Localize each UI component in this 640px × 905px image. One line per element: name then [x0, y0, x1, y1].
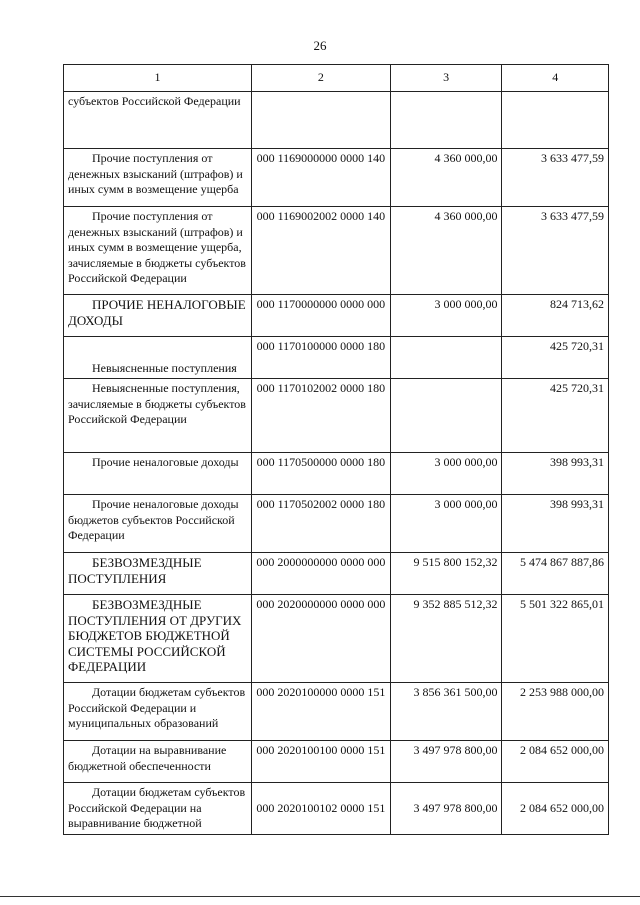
row-value-3: 3 000 000,00 — [390, 295, 502, 337]
row-code: 000 1170102002 0000 180 — [251, 379, 390, 453]
page-bottom-edge — [0, 896, 640, 897]
row-code: 000 2020100100 0000 151 — [251, 741, 390, 783]
row-name: субъектов Российской Федерации — [64, 92, 252, 149]
row-name: Дотации на выравнивание бюджетной обеспеченности — [64, 741, 252, 783]
column-header-3: 3 — [390, 65, 502, 92]
row-value-4: 824 713,62 — [502, 295, 609, 337]
row-value-4: 3 633 477,59 — [502, 207, 609, 295]
row-value-3: 3 000 000,00 — [390, 495, 502, 553]
row-value-4 — [502, 92, 609, 149]
row-code: 000 1170500000 0000 180 — [251, 453, 390, 495]
page-number: 26 — [313, 38, 327, 53]
row-name: Дотации бюджетам субъектов Российской Федерации и муниципальных образований — [64, 683, 252, 741]
row-name: Невыясненные поступления, зачисляемые в бюджеты субъектов Российской Федерации — [64, 379, 252, 453]
row-code: 000 2000000000 0000 000 — [251, 553, 390, 595]
row-value-3: 9 352 885 512,32 — [390, 595, 502, 683]
row-name: Дотации бюджетам субъектов Российской Федерации на выравнивание бюджетной — [64, 783, 252, 835]
table-row — [64, 295, 609, 337]
table-row — [64, 149, 609, 207]
row-value-4: 425 720,31 — [502, 337, 609, 379]
row-name: Прочие поступления от денежных взысканий (штрафов) и иных сумм в возмещение ущерба — [64, 149, 252, 207]
column-header-2: 2 — [251, 65, 390, 92]
table-row — [64, 453, 609, 495]
row-name: Прочие неналоговые доходы бюджетов субъектов Российской Федерации — [64, 495, 252, 553]
table-row — [64, 783, 609, 835]
row-code: 000 1170000000 0000 000 — [251, 295, 390, 337]
row-name: Прочие поступления от денежных взысканий (штрафов) и иных сумм в возмещение ущерба, зачисляемые в бюджеты субъектов Российской Федерации — [64, 207, 252, 295]
row-value-4: 5 501 322 865,01 — [502, 595, 609, 683]
row-code: 000 2020000000 0000 000 — [251, 595, 390, 683]
table-row — [64, 553, 609, 595]
row-code: 000 1170502002 0000 180 — [251, 495, 390, 553]
table-row — [64, 92, 609, 149]
row-value-4: 3 633 477,59 — [502, 149, 609, 207]
table-row — [64, 495, 609, 553]
row-name: БЕЗВОЗМЕЗДНЫЕ ПОСТУПЛЕНИЯ ОТ ДРУГИХ БЮДЖЕТОВ БЮДЖЕТНОЙ СИСТЕМЫ РОССИЙСКОЙ ФЕДЕРАЦИИ — [64, 595, 252, 683]
table-row — [64, 207, 609, 295]
table-row — [64, 337, 609, 379]
row-name: Прочие неналоговые доходы — [64, 453, 252, 495]
row-name: Невыясненные поступления — [64, 337, 252, 379]
row-value-3 — [390, 337, 502, 379]
row-value-4: 2 253 988 000,00 — [502, 683, 609, 741]
table-row — [64, 741, 609, 783]
row-code — [251, 92, 390, 149]
column-header-4: 4 — [502, 65, 609, 92]
row-code: 000 1169000000 0000 140 — [251, 149, 390, 207]
row-value-4: 398 993,31 — [502, 453, 609, 495]
row-value-3: 4 360 000,00 — [390, 149, 502, 207]
table-header-row — [64, 65, 609, 92]
row-value-4: 2 084 652 000,00 — [502, 783, 609, 835]
row-code: 000 2020100102 0000 151 — [251, 783, 390, 835]
row-value-4: 5 474 867 887,86 — [502, 553, 609, 595]
row-value-4: 425 720,31 — [502, 379, 609, 453]
row-code: 000 1170100000 0000 180 — [251, 337, 390, 379]
row-value-4: 2 084 652 000,00 — [502, 741, 609, 783]
table-row — [64, 379, 609, 453]
row-code: 000 1169002002 0000 140 — [251, 207, 390, 295]
budget-table — [63, 64, 609, 835]
row-value-3: 4 360 000,00 — [390, 207, 502, 295]
column-header-1: 1 — [64, 65, 252, 92]
row-value-3: 3 000 000,00 — [390, 453, 502, 495]
row-value-3 — [390, 92, 502, 149]
row-value-3 — [390, 379, 502, 453]
row-value-3: 3 856 361 500,00 — [390, 683, 502, 741]
row-code: 000 2020100000 0000 151 — [251, 683, 390, 741]
table-row — [64, 595, 609, 683]
row-name: ПРОЧИЕ НЕНАЛОГОВЫЕ ДОХОДЫ — [64, 295, 252, 337]
row-value-3: 3 497 978 800,00 — [390, 783, 502, 835]
row-value-3: 3 497 978 800,00 — [390, 741, 502, 783]
row-value-4: 398 993,31 — [502, 495, 609, 553]
row-name: БЕЗВОЗМЕЗДНЫЕ ПОСТУПЛЕНИЯ — [64, 553, 252, 595]
row-value-3: 9 515 800 152,32 — [390, 553, 502, 595]
table-row — [64, 683, 609, 741]
